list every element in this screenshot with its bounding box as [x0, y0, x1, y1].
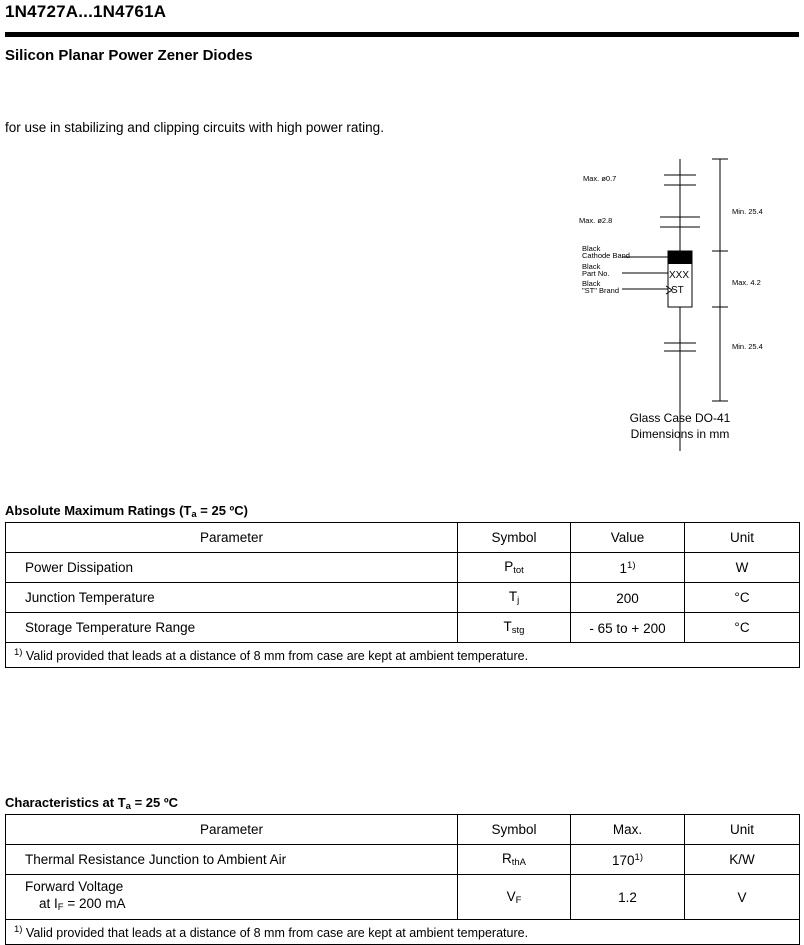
table-footnote — [6, 643, 800, 668]
cell-parameter — [6, 875, 458, 920]
symbol-sub: tot — [513, 565, 524, 576]
label-black-3: Black — [582, 279, 601, 288]
cell-symbol — [458, 845, 571, 875]
label-part-no: Part No. — [582, 269, 610, 278]
value-footnote-marker: 1) — [627, 559, 636, 571]
symbol-base: T — [508, 589, 518, 604]
value-text: 170 — [612, 852, 635, 868]
dim-label-max-dia-28: Max. ø2.8 — [579, 216, 613, 225]
symbol-sub: stg — [511, 625, 525, 636]
label-st-brand: "ST" Brand — [582, 286, 620, 295]
cell-parameter: Thermal Resistance Junction to Ambient Air — [6, 845, 458, 875]
absolute-maximum-ratings-table — [5, 522, 800, 668]
dim-label-min-254-bottom: Min. 25.4 — [732, 342, 763, 351]
cell-symbol — [458, 553, 571, 583]
absolute-maximum-ratings-heading — [5, 503, 248, 520]
drawing-caption — [560, 410, 800, 442]
table-footnote-row — [6, 643, 800, 668]
intro-paragraph: for use in stabilizing and clipping circuits with high power rating. — [5, 120, 384, 135]
symbol-base: T — [503, 619, 512, 634]
cell-parameter-line2 — [25, 895, 457, 916]
dim-label-max-dia-07: Max. ø0.7 — [583, 174, 617, 183]
cell-value — [571, 845, 685, 875]
char-heading-prefix: Characteristics at T — [5, 795, 126, 810]
cell-unit: °C — [685, 583, 800, 613]
cell-parameter: Storage Temperature Range — [6, 613, 458, 643]
column-header-parameter: Parameter — [6, 815, 458, 845]
table-header-row — [6, 523, 800, 553]
value-text: 1.2 — [618, 890, 637, 905]
table-row — [6, 845, 800, 875]
symbol-sub: F — [515, 894, 522, 906]
cell-value — [571, 875, 685, 920]
cell-parameter-line2-base: at I — [39, 896, 58, 911]
amr-heading-prefix: Absolute Maximum Ratings (T — [5, 503, 192, 518]
label-black-1: Black — [582, 244, 601, 253]
table-row — [6, 583, 800, 613]
table-footnote-row — [6, 920, 800, 945]
value-text: 200 — [616, 590, 639, 606]
footnote-text: Valid provided that leads at a distance of 8 mm from case are kept at ambient temperature. — [22, 649, 529, 663]
symbol-sub: j — [517, 595, 520, 606]
cell-unit: W — [685, 553, 800, 583]
footnote-marker: 1) — [14, 647, 23, 658]
dim-label-min-254-top: Min. 25.4 — [732, 207, 763, 216]
body-marking-brand: ST — [671, 285, 684, 296]
amr-heading-sub: a — [191, 509, 197, 520]
column-header-parameter: Parameter — [6, 523, 458, 553]
cell-symbol — [458, 875, 571, 920]
body-marking-part-no: XXX — [669, 270, 690, 281]
table-row — [6, 875, 800, 920]
value-text: - 65 to + 200 — [589, 620, 666, 636]
drawing-caption-line2: Dimensions in mm — [630, 427, 730, 441]
cell-parameter-line2-rest: = 200 mA — [63, 896, 126, 911]
symbol-base: R — [501, 851, 512, 866]
dim-label-max-42: Max. 4.2 — [732, 278, 761, 287]
characteristics-table — [5, 814, 800, 945]
column-header-symbol: Symbol — [458, 815, 571, 845]
cell-symbol — [458, 613, 571, 643]
column-header-max: Max. — [571, 815, 685, 845]
cell-unit: °C — [685, 613, 800, 643]
table-row — [6, 553, 800, 583]
cell-value — [571, 553, 685, 583]
cell-parameter-line2-sub: F — [57, 902, 64, 913]
cell-parameter: Power Dissipation — [6, 553, 458, 583]
label-cathode-band: Cathode Band — [582, 251, 630, 260]
char-heading-suffix: = 25 ºC — [130, 795, 178, 810]
value-footnote-marker: 1) — [634, 851, 643, 863]
column-header-value: Value — [571, 523, 685, 553]
char-heading-sub: a — [125, 801, 131, 812]
cell-parameter-line1: Forward Voltage — [25, 879, 124, 894]
value-text: 1 — [619, 560, 628, 576]
column-header-unit: Unit — [685, 815, 800, 845]
cell-value — [571, 583, 685, 613]
symbol-base: V — [506, 888, 516, 904]
cell-unit: V — [685, 875, 800, 920]
page-subtitle: Silicon Planar Power Zener Diodes — [5, 47, 253, 64]
title-divider — [5, 32, 799, 37]
table-header-row — [6, 815, 800, 845]
symbol-sub: thA — [511, 857, 526, 868]
cell-symbol — [458, 583, 571, 613]
symbol-base: P — [504, 559, 514, 574]
cell-unit: K/W — [685, 845, 800, 875]
footnote-text: Valid provided that leads at a distance of 8 mm from case are kept at ambient temperature. — [22, 926, 529, 940]
drawing-caption-line1: Glass Case DO-41 — [629, 411, 731, 425]
amr-heading-suffix: = 25 ºC) — [196, 503, 249, 518]
footnote-marker: 1) — [14, 924, 23, 935]
table-footnote — [6, 920, 800, 945]
characteristics-heading — [5, 795, 178, 812]
cell-parameter: Junction Temperature — [6, 583, 458, 613]
column-header-unit: Unit — [685, 523, 800, 553]
table-row — [6, 613, 800, 643]
cell-value — [571, 613, 685, 643]
column-header-symbol: Symbol — [458, 523, 571, 553]
label-black-2: Black — [582, 262, 601, 271]
page-title: 1N4727A...1N4761A — [5, 2, 167, 21]
